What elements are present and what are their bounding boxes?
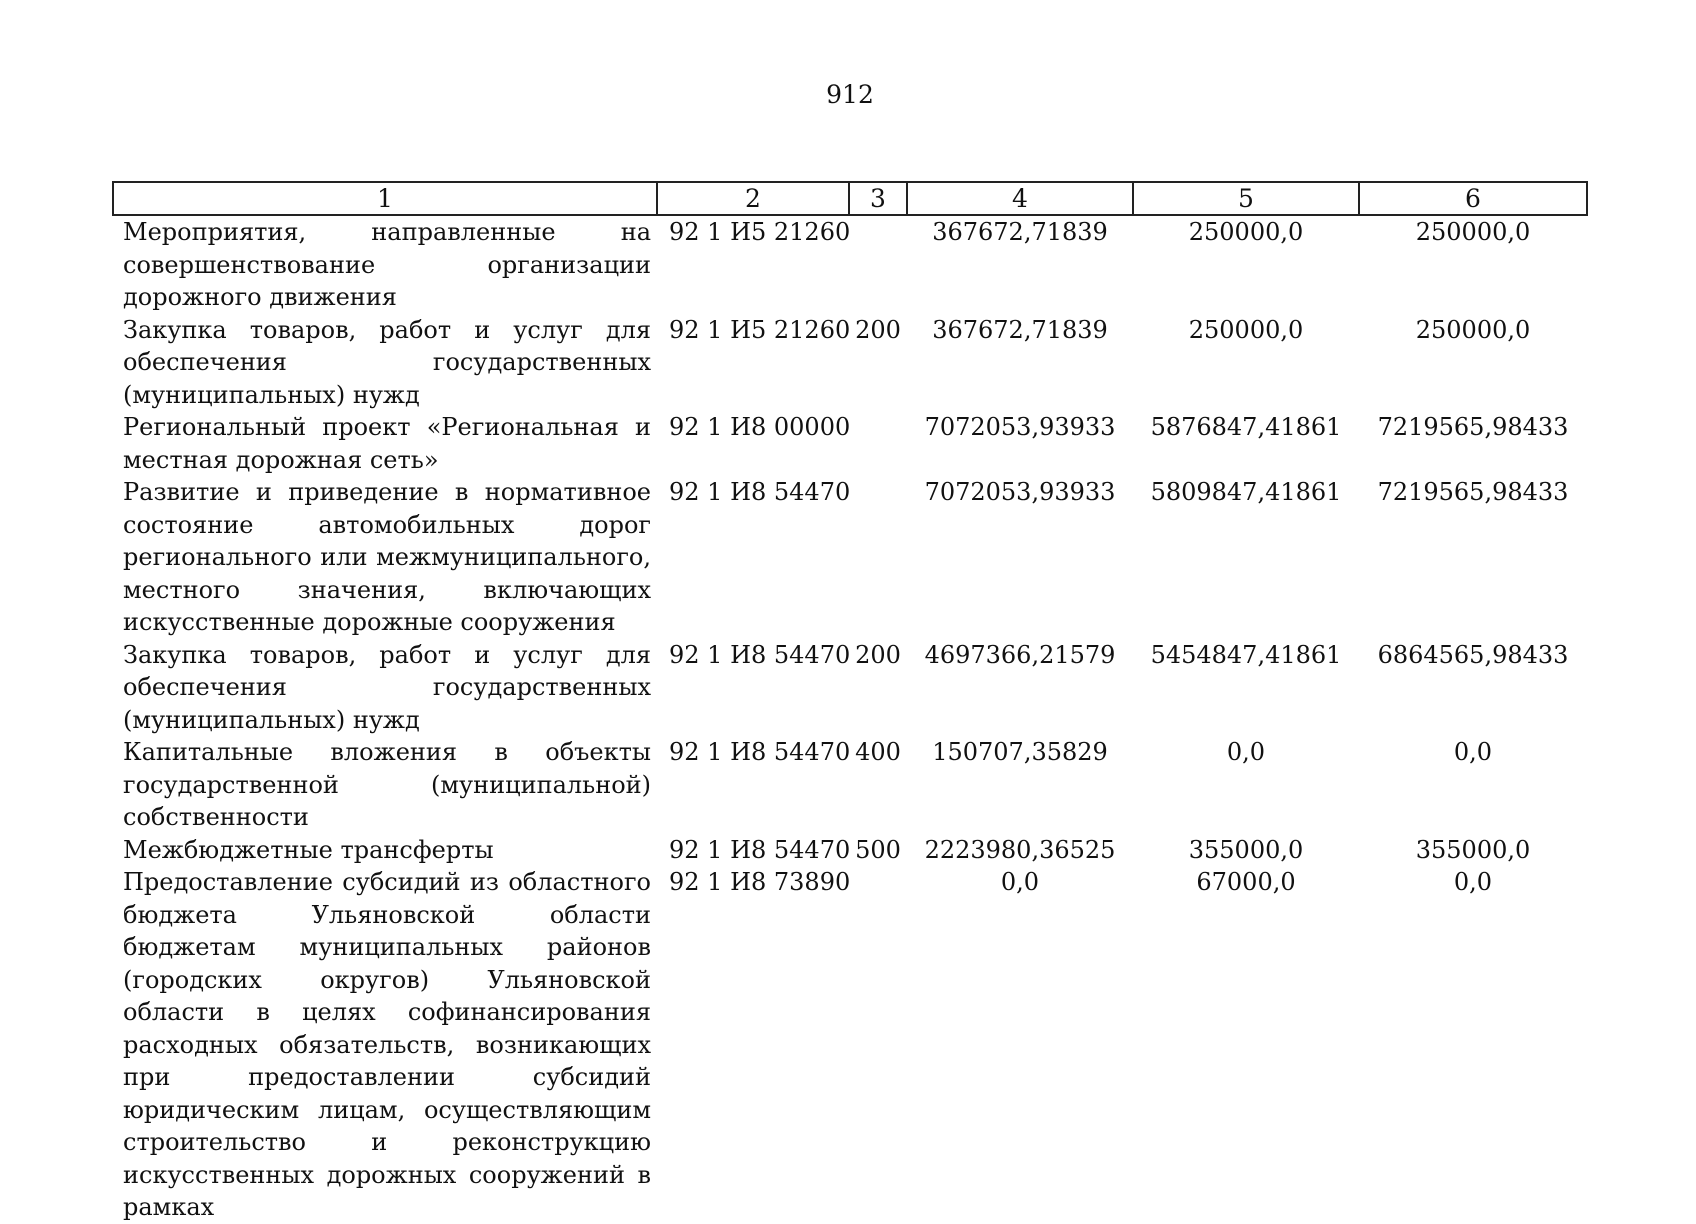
amount-col-5: 355000,0 [1188,835,1304,864]
expense-type [849,215,907,314]
table-row [113,314,1587,412]
page-number: 912 [826,80,874,109]
expense-name: Развитие и приведение в нормативное состояние автомобильных дорог регионального или межмуниципального, местного значения, включающих искусственные дорожные сооружения [123,478,651,636]
expense-name: Закупка товаров, работ и услуг для обеспечения государственных (муниципальных) нужд [123,315,651,409]
amount-col-6: 7219565,98433 [1377,413,1569,441]
amount-col-4: 150707,35829 [932,738,1108,766]
target-code: 92 1 И8 54470 [669,738,851,766]
column-header: 6 [1359,182,1587,215]
table-row [113,866,1587,1224]
amount-col-5: 67000,0 [1196,868,1296,896]
table-row [113,411,1587,476]
expense-name: Капитальные вложения в объекты государственной (муниципальной) собственности [123,738,651,831]
expense-type: 500 [855,835,901,864]
column-header: 5 [1133,182,1359,215]
amount-col-6: 0,0 [1453,868,1493,896]
column-header: 1 [113,182,657,215]
amount-col-4: 367672,71839 [932,218,1108,246]
expense-type: 200 [855,315,901,344]
table-row [113,476,1587,639]
target-code: 92 1 И8 54470 [669,835,851,864]
amount-col-6: 0,0 [1453,738,1493,766]
table-row [113,834,1587,867]
amount-col-6: 7219565,98433 [1377,478,1569,506]
expense-name: Мероприятия, направленные на совершенствование организации дорожного движения [123,218,651,311]
amount-col-5: 5809847,41861 [1150,478,1342,506]
column-header: 2 [657,182,849,215]
expense-type [849,866,907,1224]
target-code: 92 1 И5 21260 [669,218,851,246]
expense-type [849,411,907,476]
amount-col-5: 5454847,41861 [1150,640,1342,669]
target-code: 92 1 И8 54470 [669,478,851,506]
expense-type: 400 [855,738,901,766]
expense-name: Предоставление субсидий из областного бюджета Ульяновской области бюджетам муниципальных районов (городских округов) Ульяновской области в целях софинансирования расходных обязательств, возникающих при предоставлении субсидий юридическим лицам, осуществляющим строительство и реконструкцию искусственных дорожных сооружений в рамках [123,868,651,1221]
amount-col-4: 7072053,93933 [924,478,1116,506]
amount-col-6: 6864565,98433 [1377,640,1569,669]
expense-type [849,476,907,639]
column-header: 4 [907,182,1133,215]
amount-col-4: 4697366,21579 [924,640,1116,669]
amount-col-4: 2223980,36525 [924,835,1116,864]
amount-col-4: 7072053,93933 [924,413,1116,441]
budget-table [112,181,1588,1224]
amount-col-4: 0,0 [1000,868,1040,896]
expense-name: Региональный проект «Региональная и местная дорожная сеть» [123,413,651,474]
expense-name: Закупка товаров, работ и услуг для обеспечения государственных (муниципальных) нужд [123,640,651,734]
expense-name: Межбюджетные трансферты [123,835,494,864]
table-row [113,639,1587,737]
expense-type: 200 [855,640,901,669]
amount-col-6: 355000,0 [1415,835,1531,864]
table-header-row [113,182,1587,215]
amount-col-6: 250000,0 [1415,315,1531,344]
target-code: 92 1 И8 00000 [669,413,851,441]
amount-col-6: 250000,0 [1415,218,1531,246]
target-code: 92 1 И5 21260 [669,315,851,344]
target-code: 92 1 И8 73890 [669,868,851,896]
amount-col-5: 5876847,41861 [1150,413,1342,441]
amount-col-5: 250000,0 [1188,218,1304,246]
target-code: 92 1 И8 54470 [669,640,851,669]
amount-col-5: 0,0 [1226,738,1266,766]
amount-col-5: 250000,0 [1188,315,1304,344]
table-row [113,736,1587,834]
amount-col-4: 367672,71839 [932,315,1108,344]
column-header: 3 [849,182,907,215]
table-row [113,215,1587,314]
